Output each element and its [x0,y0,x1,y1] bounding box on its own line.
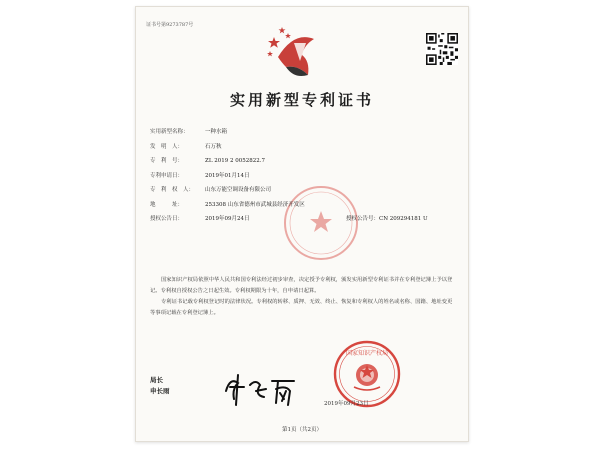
field-address: 地 址： 253308 山东省德州市武城县经济开发区 [150,201,305,208]
director-title: 局长 [150,376,163,384]
seal-date: 2019年09月23日 [324,401,369,407]
page-footer: 第1页（共2页） [282,427,322,433]
certificate-number: 证书号第9273787号 [146,22,194,28]
field-utility-model-name: 实用新型名称： 一种水箱 [150,129,228,135]
field-grant-date: 授权公告日： 2019年09月24日 授权公告号：CN 209294181 U [150,212,454,227]
field-inventor: 发 明 人： 石万秋 [150,143,222,150]
svg-text:国家知识产权局: 国家知识产权局 [345,350,389,357]
cnipa-logo-icon [264,21,324,85]
signature-area [150,375,454,415]
field-application-date: 专利申请日： 2019年01月14日 [150,172,250,179]
certificate-title: 实用新型专利证书 [229,91,374,109]
field-patentee: 专 利 权 人： 山东万能空调设备有限公司 [150,187,272,193]
field-patent-number: 专 利 号： ZL 2019 2 0052822.7 [150,158,265,164]
certificate-page [135,6,469,442]
paragraph-grant: 国家知识产权局依照中华人民共和国专利法经过初步审查，决定授予专利权，颁发实用新型专利证书并在专利登记簿上予以登记。专利权自授权公告之日起生效。专利权期限为十年，自申请日起算。 [150,277,453,294]
director-name: 申长雨 [150,387,170,395]
certificate-fields [150,125,454,227]
paragraph-legal-status: 专利证书记载专利权登记时的法律状况。专利权的转移、质押、无效、终止、恢复和专利权人的姓名或名称、国籍、地址变更等事项记载在专利登记簿上。 [150,299,453,316]
handwritten-signature-icon [220,369,300,411]
grant-publication-number: 授权公告号：CN 209294181 U [346,216,428,222]
qr-code-icon [426,33,458,65]
certificate-body-text [150,275,454,319]
